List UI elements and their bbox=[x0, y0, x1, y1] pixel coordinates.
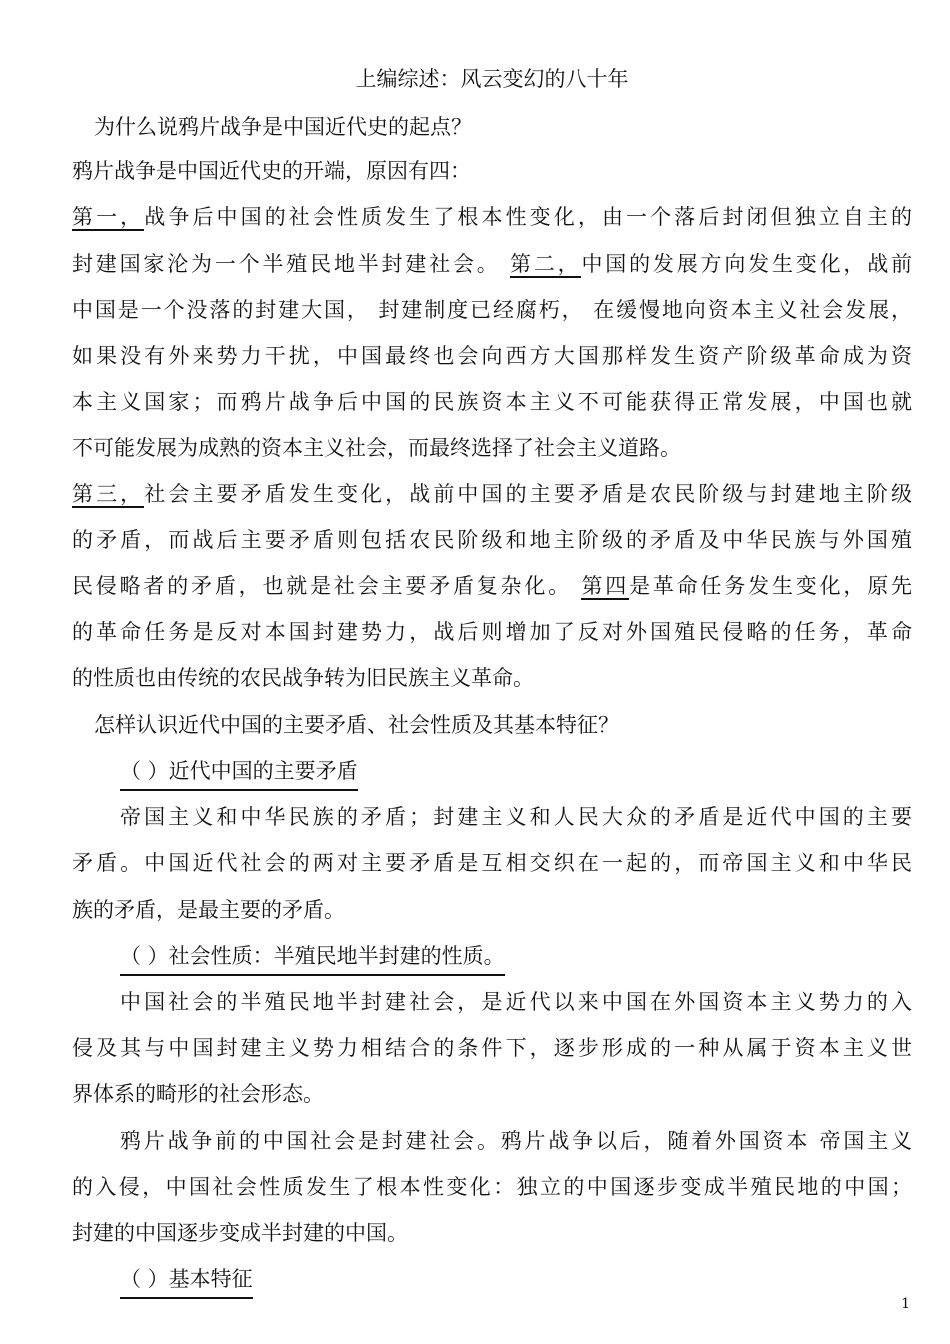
p1-line-4: 如果没有外来势力干扰，中国最终也会向西方大国那样发生资产阶级革命成为资 bbox=[72, 344, 912, 368]
section-3-heading-text: （ ）基本特征 bbox=[120, 1265, 253, 1299]
section-1-heading-text: （ ）近代中国的主要矛盾 bbox=[120, 757, 358, 791]
p1-line-3: 中国是一个没落的封建大国， 封建制度已经腐朽， 在缓慢地向资本主义社会发展， bbox=[72, 298, 912, 322]
s2-para-b-line-3: 封建的中国逐步变成半封建的中国。 bbox=[72, 1221, 408, 1245]
marker-second: 第二， bbox=[510, 252, 582, 276]
marker-third: 第三， bbox=[72, 482, 145, 506]
section-1-heading bbox=[120, 757, 912, 785]
s1-line-3: 族的矛盾，是最主要的矛盾。 bbox=[72, 898, 345, 922]
intro-line: 鸦片战争是中国近代史的开端，原因有四： bbox=[72, 159, 471, 183]
p1-line-2-text-pre: 封建国家沦为一个半殖民地半封建社会。 bbox=[72, 252, 501, 276]
p1-line-2-text: 中国的发展方向发生变化，战前 bbox=[581, 252, 912, 276]
question-2: 怎样认识近代中国的主要矛盾、社会性质及其基本特征？ bbox=[94, 713, 619, 737]
s2-para-a-line-1: 中国社会的半殖民地半封建社会，是近代以来中国在外国资本主义势力的入 bbox=[120, 990, 912, 1014]
s1-line-1: 帝国主义和中华民族的矛盾；封建主义和人民大众的矛盾是近代中国的主要 bbox=[120, 805, 912, 829]
section-2-heading-text: （ ）社会性质：半殖民地半封建的性质。 bbox=[120, 942, 505, 976]
p1-line-5: 本主义国家；而鸦片战争后中国的民族资本主义不可能获得正常发展，中国也就 bbox=[72, 390, 912, 414]
page-number: 1 bbox=[901, 1296, 910, 1312]
marker-first: 第一， bbox=[72, 205, 145, 229]
s2-para-a-line-2: 侵及其与中国封建主义势力相结合的条件下，逐步形成的一种从属于资本主义世 bbox=[72, 1036, 912, 1060]
p1-line-2 bbox=[72, 250, 912, 278]
p2-line-3 bbox=[72, 572, 912, 600]
s2-para-b-line-1: 鸦片战争前的中国社会是封建社会。鸦片战争以后，随着外国资本 帝国主义 bbox=[120, 1129, 912, 1153]
s2-para-b-line-2: 的入侵，中国社会性质发生了根本性变化：独立的中国逐步变成半殖民地的中国； bbox=[72, 1175, 912, 1199]
p1-line-6: 不可能发展为成熟的资本主义社会，而最终选择了社会主义道路。 bbox=[72, 436, 681, 460]
p2-line-4: 的革命任务是反对本国封建势力，战后则增加了反对外国殖民侵略的任务，革命 bbox=[72, 620, 912, 644]
question-1: 为什么说鸦片战争是中国近代史的起点？ bbox=[94, 115, 472, 139]
marker-fourth: 第四 bbox=[581, 574, 630, 598]
p1-line-1 bbox=[72, 203, 912, 231]
p2-line-3-text: 是革命任务发生变化，原先 bbox=[629, 574, 913, 598]
p2-line-1-text: 社会主要矛盾发生变化，战前中国的主要矛盾是农民阶级与封建地主阶级 bbox=[144, 482, 912, 506]
s1-line-2: 矛盾。中国近代社会的两对主要矛盾是互相交织在一起的，而帝国主义和中华民 bbox=[72, 851, 912, 875]
p2-line-1 bbox=[72, 480, 912, 508]
s2-para-a-line-3: 界体系的畸形的社会形态。 bbox=[72, 1082, 324, 1106]
page-title: 上编综述：风云变幻的八十年 bbox=[355, 67, 629, 91]
p2-line-5: 的性质也由传统的农民战争转为旧民族主义革命。 bbox=[72, 666, 534, 690]
p2-line-3-text-pre: 民侵略者的矛盾，也就是社会主要矛盾复杂化。 bbox=[72, 574, 572, 598]
p1-line-1-text: 战争后中国的社会性质发生了根本性变化，由一个落后封闭但独立自主的 bbox=[144, 205, 912, 229]
p2-line-2: 的矛盾，而战后主要矛盾则包括农民阶级和地主阶级的矛盾及中华民族与外国殖 bbox=[72, 528, 912, 552]
section-3-heading bbox=[120, 1265, 912, 1293]
section-2-heading bbox=[120, 942, 912, 970]
